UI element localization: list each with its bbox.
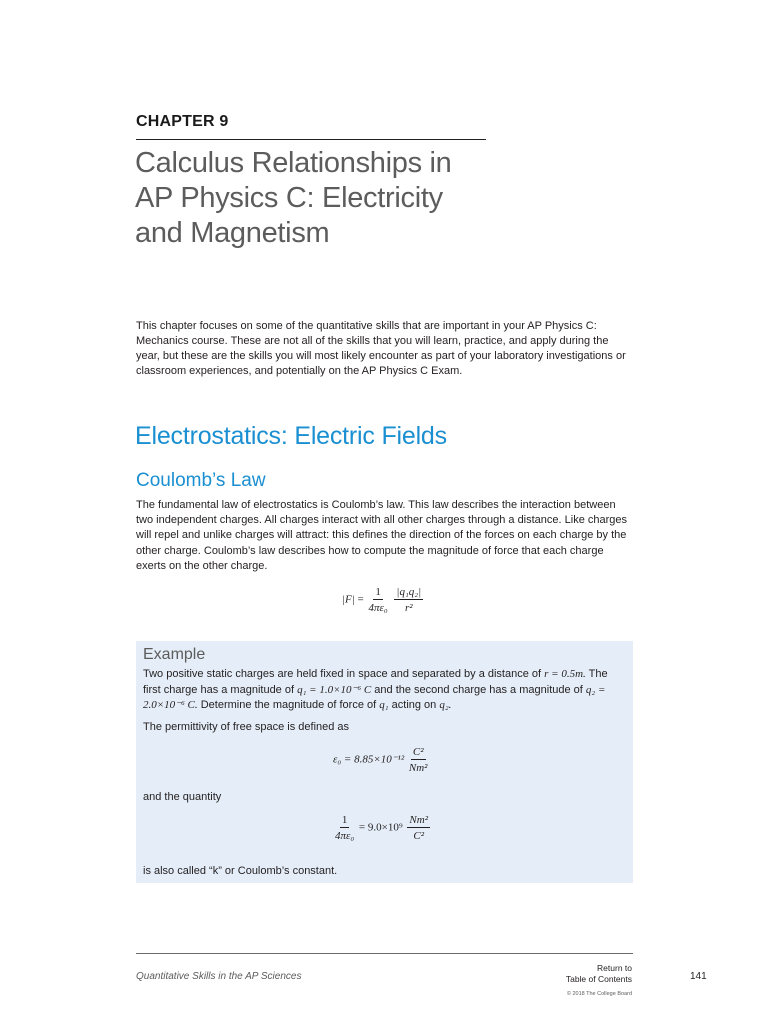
chapter-divider	[136, 139, 486, 140]
footer-book-title: Quantitative Skills in the AP Sciences	[136, 971, 302, 982]
coulomb-equation: |F| = $\frac{1}{\text{4πε₀}}$ $\frac{\text{|q₁q₂|}}{\text{r²}}$	[342, 586, 422, 614]
chapter-title-line-1: Calculus Relationships in	[135, 147, 452, 179]
section-heading: Electrostatics: Electric Fields	[135, 422, 447, 450]
inverse-fraction: $\frac{1}{\text{4πε₀}}$	[335, 814, 355, 842]
subsection-heading: Coulomb’s Law	[136, 470, 266, 491]
charge-distance-fraction: $\frac{\text{|q₁q₂|}}{\text{r²}}$	[396, 586, 422, 614]
permittivity-units-fraction: $\frac{\text{C²}}{\text{Nm²}}$	[408, 746, 428, 774]
footer-divider	[136, 953, 633, 954]
page-number: 141	[690, 971, 707, 982]
coulomb-paragraph: The fundamental law of electrostatics is Coulomb’s law. This law describes the interaction between two independent charges. All charges interact with all other charges through a distance. Like charges will repel and unlike charges will attract: this defines the direction of the forces on each charge by the other charge. Coulomb’s law describes how to compute the magnitude of force that each charge exerts on the other charge.	[136, 499, 628, 572]
example-title: Example	[143, 646, 206, 663]
chapter-title-line-2: AP Physics C: Electricity	[135, 182, 443, 214]
chapter-title-line-3: and Magnetism	[135, 217, 330, 249]
force-magnitude: |F|	[342, 593, 355, 606]
permittivity-equation: ε₀ = 8.85×10⁻¹² $\frac{\text{C²}}{\text{Nm²}}$	[333, 746, 428, 774]
coulomb-constant-fraction: $\frac{1}{\text{4πε₀}}$	[368, 586, 388, 614]
example-problem: Two positive static charges are held fixed in space and separated by a distance of r = 0.5m. The first charge has a magnitude of q₁ = 1.0×10⁻⁶ C and the second charge has a magnitude of q₂ = 2.0×10⁻⁶ C. Determine the magnitude of force of q₁ acting on q₂.	[143, 668, 608, 711]
coulomb-constant-equation: $\frac{1}{\text{4πε₀}}$ = 9.0×10⁹ $\frac{\text{Nm²}}{\text{C²}}$	[335, 814, 429, 842]
chapter-label: CHAPTER 9	[136, 113, 229, 130]
constant-note: is also called “k” or Coulomb’s constant.	[143, 865, 338, 877]
quantity-text: and the quantity	[143, 791, 222, 803]
permittivity-text: The permittivity of free space is defined as	[143, 721, 350, 733]
chapter-title	[135, 146, 515, 251]
copyright: © 2018 The College Board	[566, 991, 632, 997]
intro-paragraph: This chapter focuses on some of the quantitative skills that are important in your AP Physics C: Mechanics course. These are not all of the skills that you will learn, practice, and apply during the year, but these are the skills you will most likely encounter as part of your laboratory investigations or classroom experiences, and potentially on the AP Physics C Exam.	[136, 320, 626, 377]
constant-units-fraction: $\frac{\text{Nm²}}{\text{C²}}$	[409, 814, 429, 842]
return-to-toc-link[interactable]: Return to Table of Contents	[565, 963, 632, 984]
